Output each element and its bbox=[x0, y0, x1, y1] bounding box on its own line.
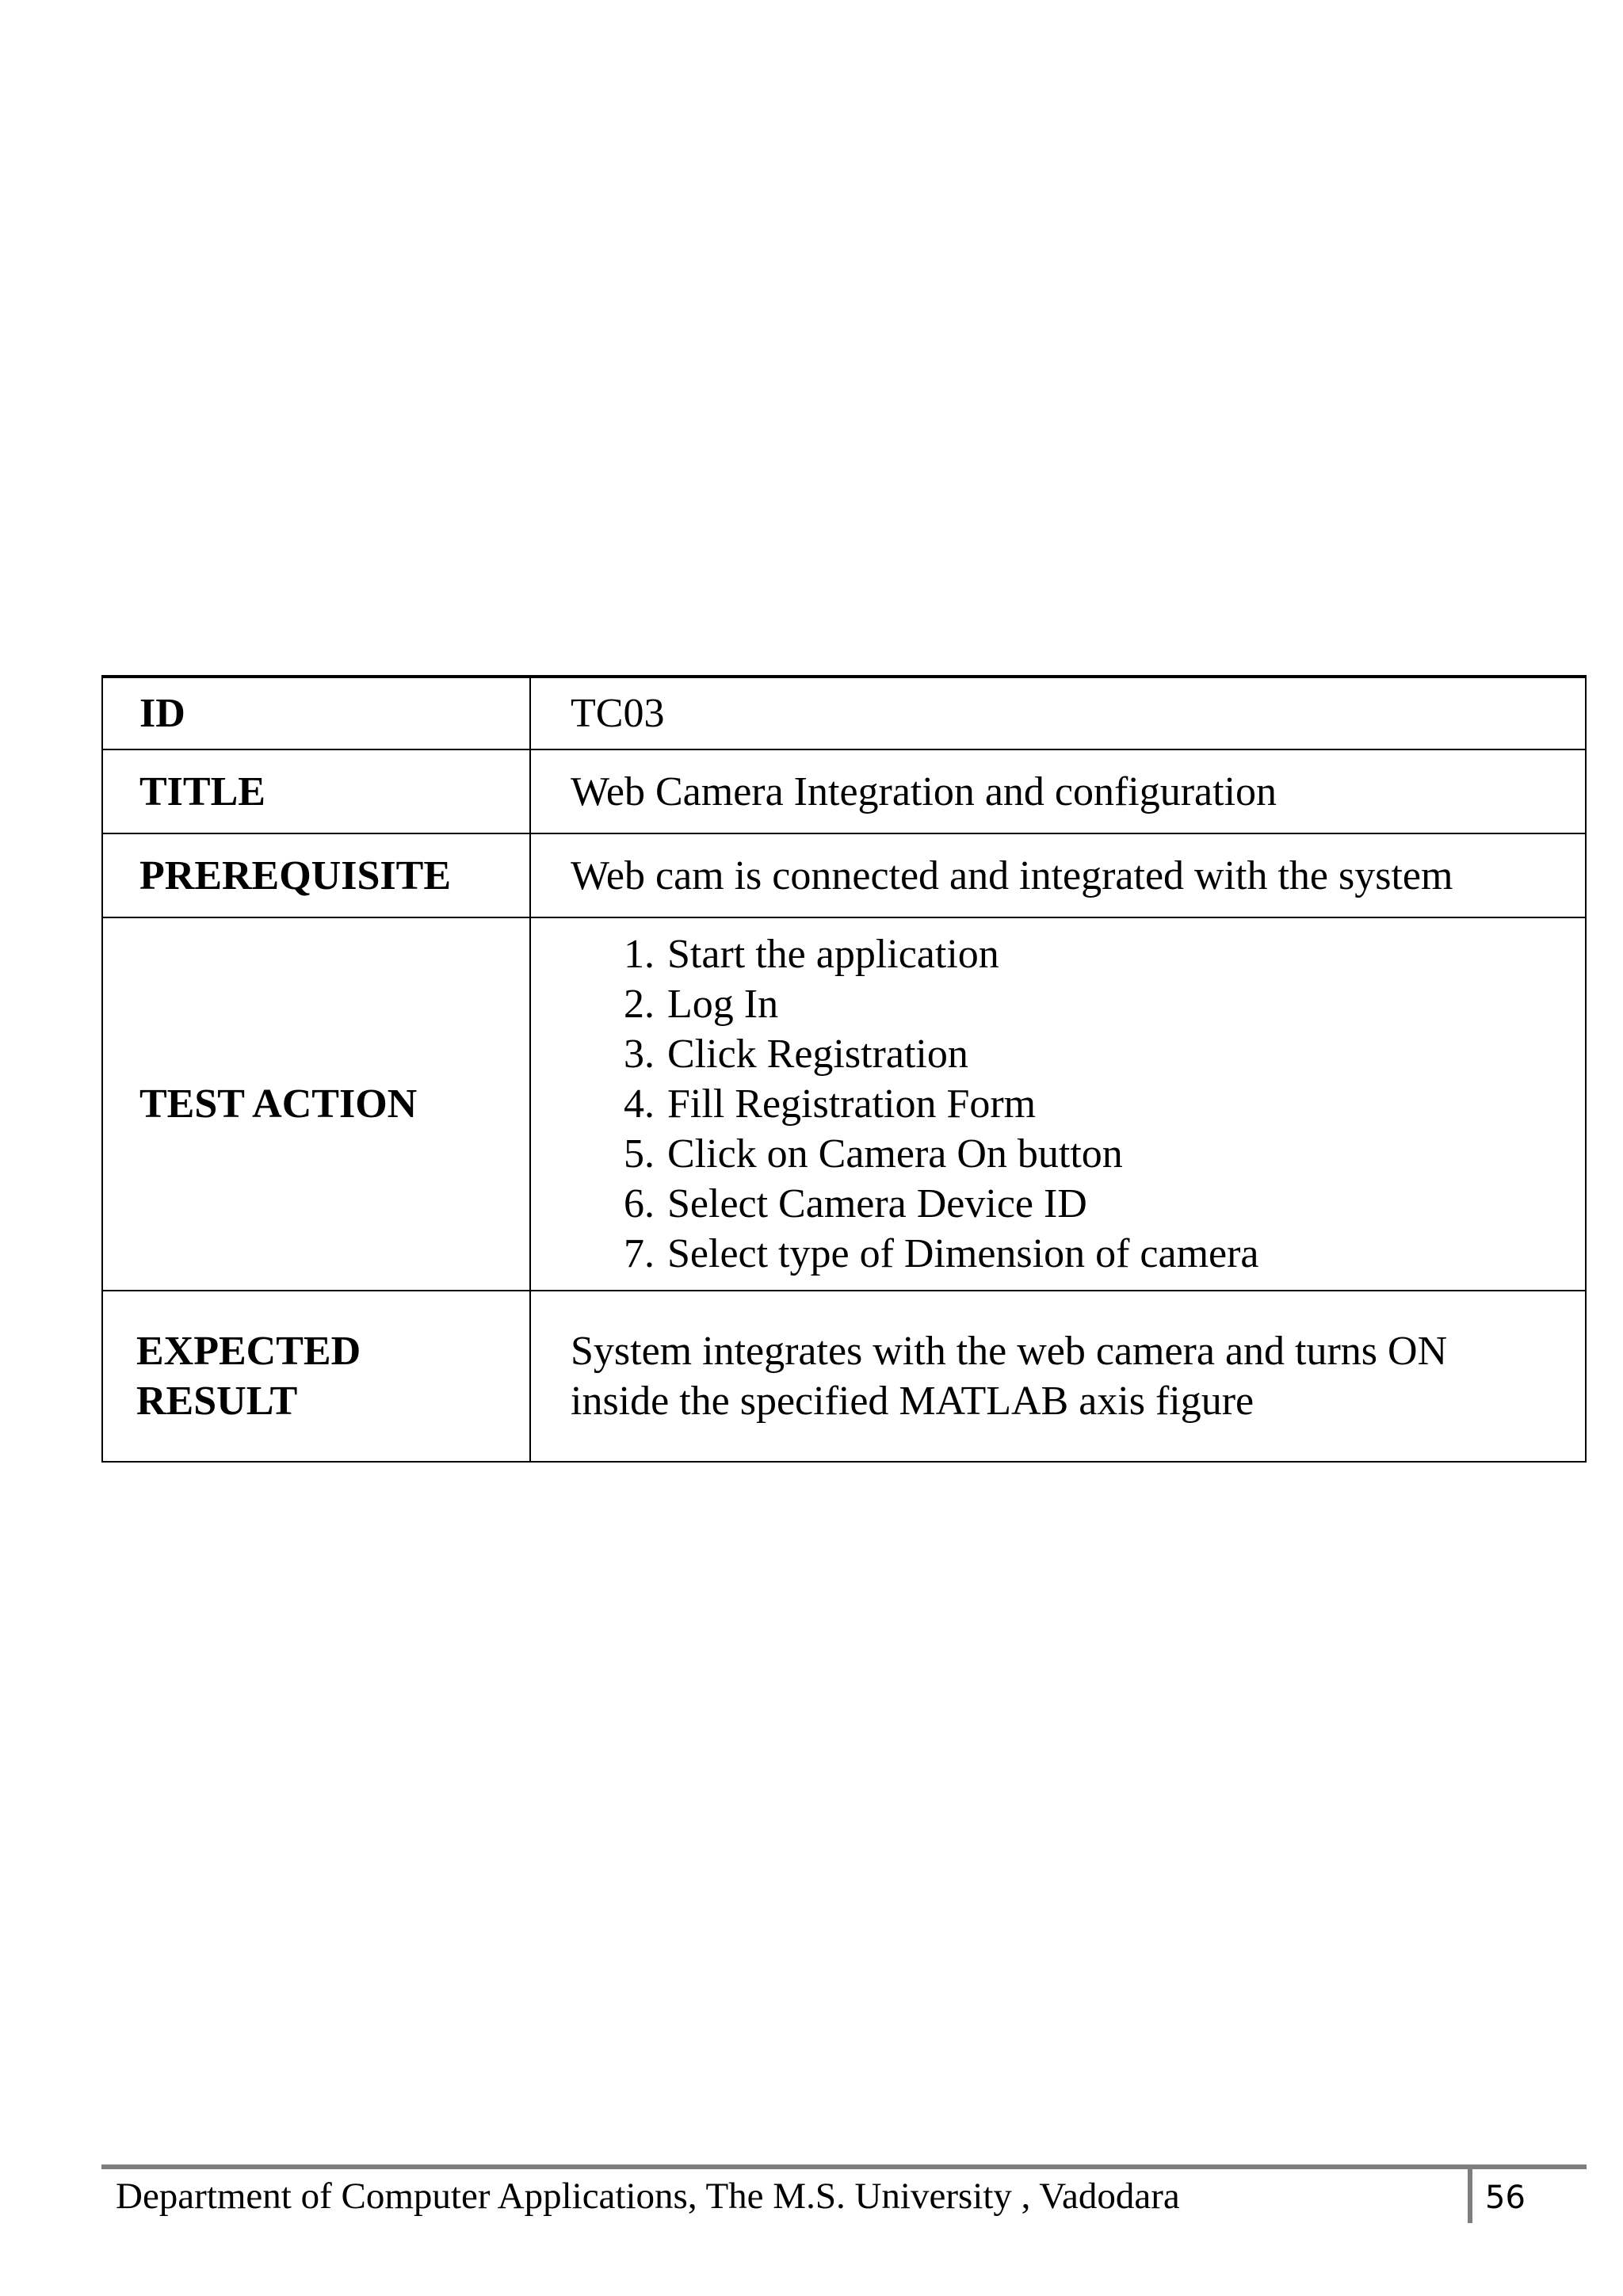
expected-text-line: inside the specified MATLAB axis figure bbox=[571, 1379, 1254, 1424]
list-item bbox=[571, 1129, 1585, 1179]
page-number-divider bbox=[1468, 2169, 1472, 2223]
footer-text: Department of Computer Applications, The M.S. University , Vadodara bbox=[116, 2176, 1180, 2217]
expected-label-line: EXPECTED bbox=[136, 1329, 361, 1374]
test-action-label: TEST ACTION bbox=[102, 917, 530, 1291]
step-text: Select type of Dimension of camera bbox=[667, 1231, 1259, 1276]
table-row-expected-result bbox=[102, 1291, 1586, 1462]
id-label: ID bbox=[102, 677, 530, 749]
list-item bbox=[571, 1179, 1585, 1229]
step-text: Fill Registration Form bbox=[667, 1081, 1037, 1127]
step-text: Log In bbox=[667, 982, 779, 1027]
test-action-steps bbox=[571, 918, 1585, 1290]
expected-result-value bbox=[530, 1291, 1586, 1462]
step-text: Click Registration bbox=[667, 1032, 968, 1077]
table-row-id bbox=[102, 677, 1586, 749]
expected-label-line: RESULT bbox=[136, 1379, 298, 1424]
list-item bbox=[571, 1079, 1585, 1129]
step-number: 3. bbox=[624, 1032, 655, 1077]
footer-divider bbox=[101, 2164, 1587, 2169]
expected-text-line: System integrates with the web camera and turns ON bbox=[571, 1329, 1448, 1374]
step-text: Select Camera Device ID bbox=[667, 1181, 1087, 1226]
step-text: Start the application bbox=[667, 932, 999, 977]
title-label: TITLE bbox=[102, 749, 530, 833]
prerequisite-label: PREREQUISITE bbox=[102, 833, 530, 917]
title-value: Web Camera Integration and configuration bbox=[530, 749, 1586, 833]
table-row-title bbox=[102, 749, 1586, 833]
table-row-prerequisite bbox=[102, 833, 1586, 917]
list-item bbox=[571, 1029, 1585, 1079]
expected-result-label bbox=[102, 1291, 530, 1462]
step-text: Click on Camera On button bbox=[667, 1131, 1123, 1177]
step-number: 5. bbox=[624, 1131, 655, 1177]
test-action-value bbox=[530, 917, 1586, 1291]
step-number: 1. bbox=[624, 932, 655, 977]
page-number: 56 bbox=[1485, 2180, 1526, 2216]
step-number: 6. bbox=[624, 1181, 655, 1226]
id-value: TC03 bbox=[530, 677, 1586, 749]
step-number: 7. bbox=[624, 1231, 655, 1276]
list-item bbox=[571, 1229, 1585, 1279]
list-item bbox=[571, 929, 1585, 979]
table-row-test-action bbox=[102, 917, 1586, 1291]
list-item bbox=[571, 979, 1585, 1029]
prerequisite-value: Web cam is connected and integrated with the system bbox=[530, 833, 1586, 917]
step-number: 2. bbox=[624, 982, 655, 1027]
step-number: 4. bbox=[624, 1081, 655, 1127]
test-case-table bbox=[101, 675, 1587, 1463]
